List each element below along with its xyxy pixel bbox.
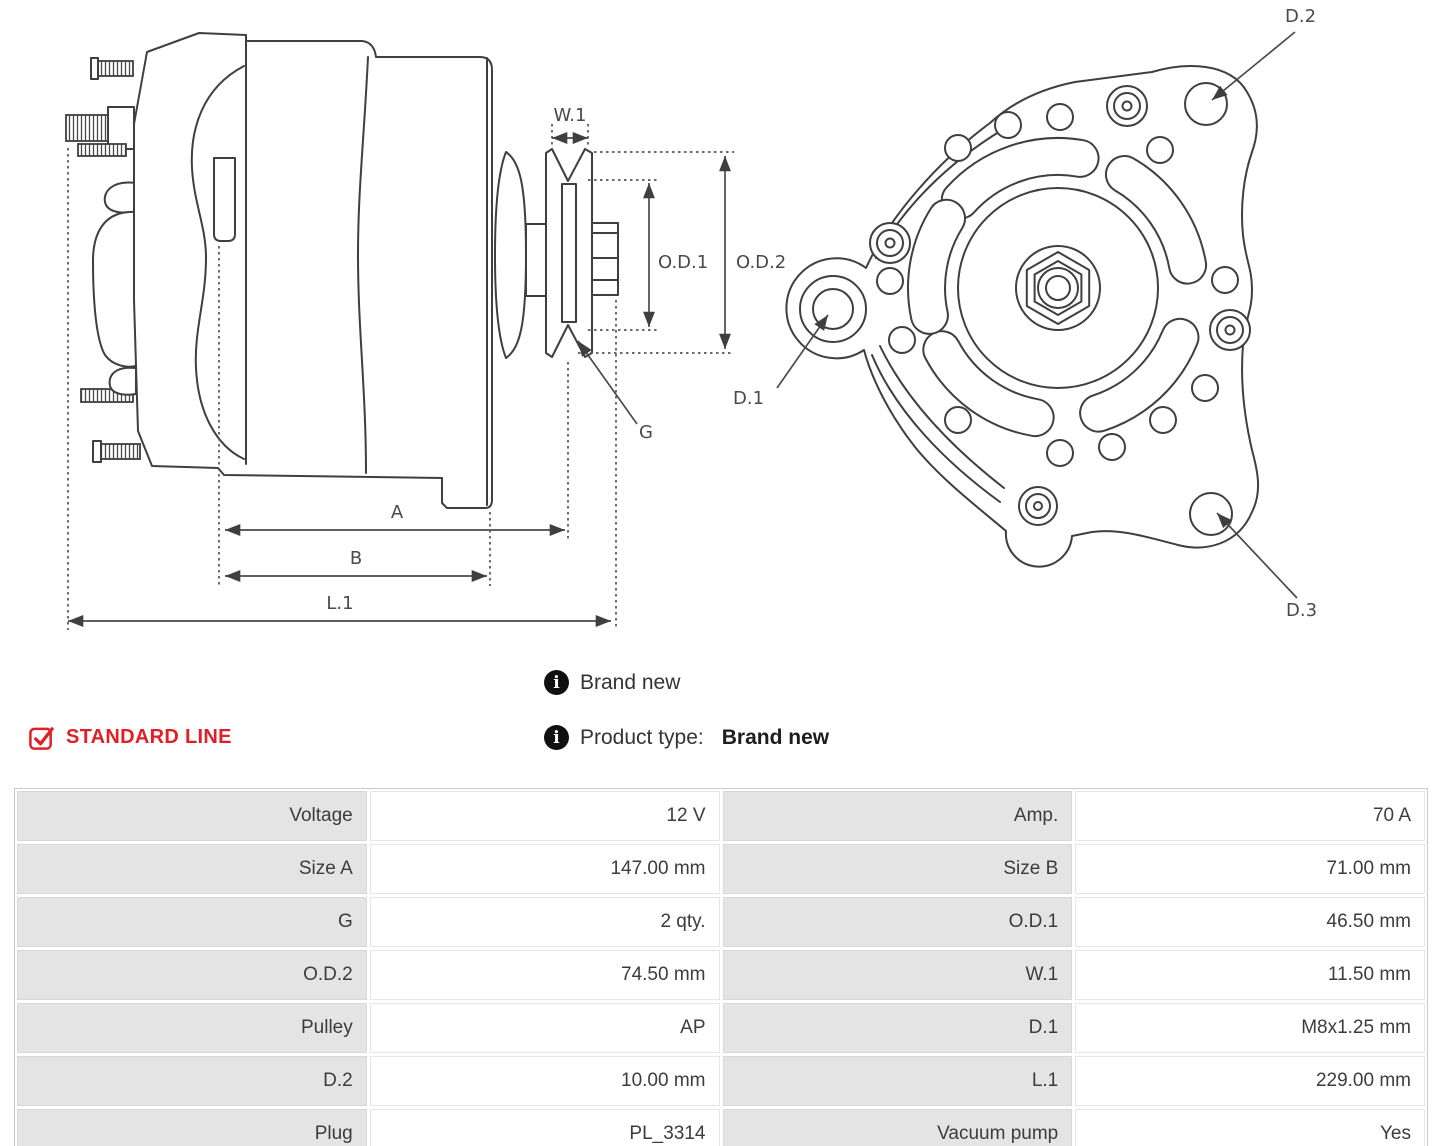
side-view-drawing [66,33,786,630]
dim-label-od1: O.D.1 [658,252,709,273]
info-icon: i [544,725,569,750]
threaded-stud-icon [78,144,126,156]
spec-value: 71.00 mm [1075,844,1425,894]
spec-value: 147.00 mm [370,844,720,894]
checkbox-checked-icon [28,724,55,751]
spec-label: G [17,897,367,947]
standard-line-badge [28,724,232,751]
spec-label: Pulley [17,1003,367,1053]
terminal-icon [110,368,136,395]
dim-label-d1: D.1 [733,388,765,409]
spec-value: 74.50 mm [370,950,720,1000]
front-view-drawing [733,6,1317,621]
dim-label-w1: W.1 [553,105,587,126]
dim-label-od2: O.D.2 [736,252,787,273]
condition-row [544,670,680,695]
spec-label: O.D.1 [723,897,1073,947]
spec-value: AP [370,1003,720,1053]
spec-value: PL_3314 [370,1109,720,1146]
pulley [546,149,592,357]
bolt-icon [97,61,133,76]
spec-value: 12 V [370,791,720,841]
product-type-value: Brand new [721,725,830,749]
spec-label: D.2 [17,1056,367,1106]
dim-label-d3: D.3 [1286,600,1318,621]
threaded-stud-icon [66,115,108,141]
spec-label: Size A [17,844,367,894]
condition-text: Brand new [580,670,681,694]
spec-value: M8x1.25 mm [1075,1003,1425,1053]
spec-label: Vacuum pump [723,1109,1073,1146]
spec-value: 11.50 mm [1075,950,1425,1000]
spec-table [14,788,1428,1146]
spec-value: 46.50 mm [1075,897,1425,947]
spec-label: Size B [723,844,1073,894]
spec-label: D.1 [723,1003,1073,1053]
spec-value: Yes [1075,1109,1425,1146]
standard-line-label: STANDARD LINE [66,726,232,748]
product-type-row [544,725,829,750]
dim-label-g: G [639,422,653,443]
hole-d2 [1185,83,1227,125]
dim-label-d2: D.2 [1285,6,1317,27]
spec-value: 70 A [1075,791,1425,841]
spec-value: 2 qty. [370,897,720,947]
spec-label: Voltage [17,791,367,841]
spec-label: W.1 [723,950,1073,1000]
dim-label-l1: L.1 [326,593,354,614]
spec-label: Plug [17,1109,367,1146]
spec-label: O.D.2 [17,950,367,1000]
spec-value: 10.00 mm [370,1056,720,1106]
bolt-icon [100,444,140,459]
spec-value: 229.00 mm [1075,1056,1425,1106]
dim-label-b: B [349,548,363,569]
product-type-label: Product type: [580,725,704,749]
spec-label: Amp. [723,791,1073,841]
terminal-icon [105,183,136,213]
spec-label: L.1 [723,1056,1073,1106]
dim-label-a: A [390,502,404,523]
terminal-icon [93,212,136,367]
hole-d1 [813,289,853,329]
hole-d3 [1190,493,1232,535]
info-icon: i [544,670,569,695]
